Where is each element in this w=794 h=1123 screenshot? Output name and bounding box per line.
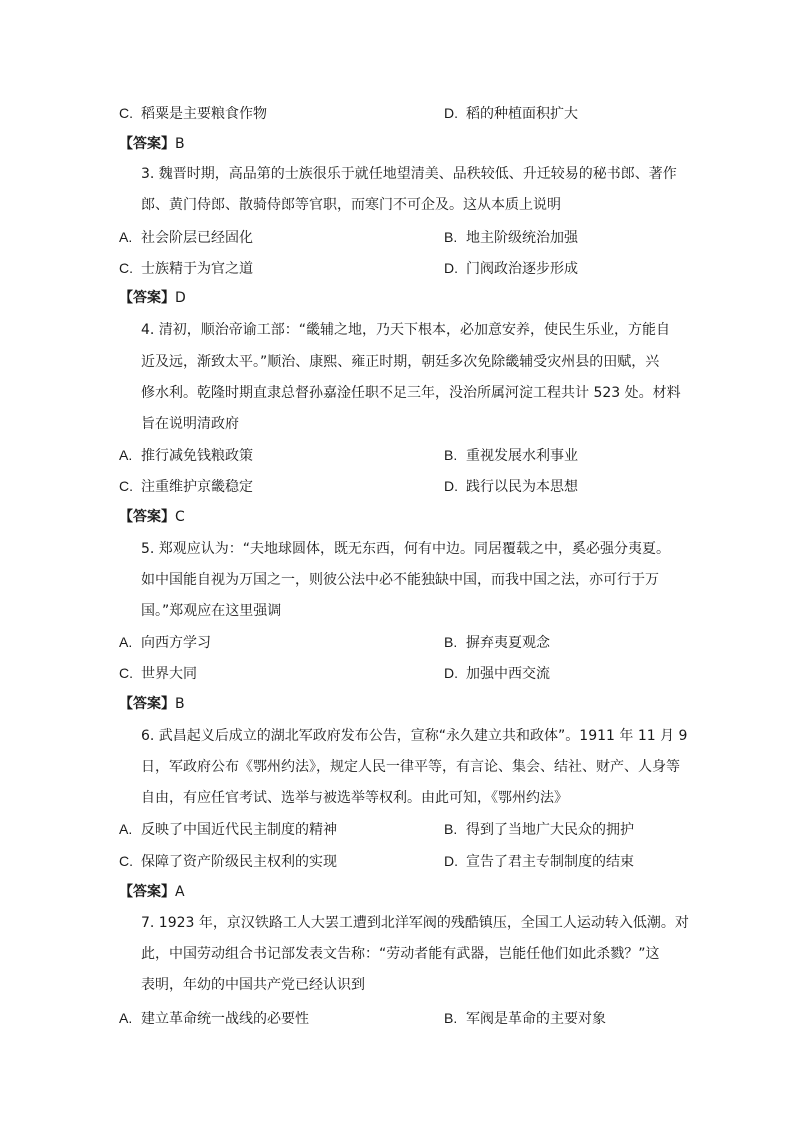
option-text: 建立革命统一战线的必要性	[141, 1011, 309, 1027]
option-text: 反映了中国近代民主制度的精神	[141, 822, 337, 838]
q3-option-d	[444, 258, 578, 279]
q4-stem-line-2: 近及远，渐致太平。”顺治、康熙、雍正时期，朝廷多次免除畿辅受灾州县的田赋，兴	[141, 354, 660, 370]
option-label: A.	[119, 1010, 133, 1026]
q2-option-d	[444, 103, 578, 124]
q6-option-b	[444, 819, 634, 840]
q5-answer	[119, 694, 185, 714]
option-label: D.	[444, 478, 458, 494]
option-text: 摒弃夷夏观念	[466, 635, 550, 651]
option-label: C.	[119, 853, 133, 869]
answer-value: D	[175, 290, 186, 306]
option-text: 重视发展水利事业	[466, 448, 578, 464]
option-label: D.	[444, 853, 458, 869]
q7-stem-line-1: 7. 1923 年，京汉铁路工人大罢工遭到北洋军阀的残酷镇压，全国工人运动转入低潮。对	[141, 915, 689, 931]
answer-value: B	[175, 136, 185, 152]
q4-option-c	[119, 476, 253, 497]
option-text: 保障了资产阶级民主权利的实现	[141, 854, 337, 870]
answer-prefix: 【答案】	[119, 509, 175, 525]
option-label: D.	[444, 105, 458, 121]
answer-prefix: 【答案】	[119, 290, 175, 306]
option-label: B.	[444, 447, 458, 463]
q5-option-d	[444, 663, 550, 684]
q4-stem-line-4: 旨在说明清政府	[141, 416, 239, 432]
q4-stem-line-1: 4. 清初，顺治帝谕工部：“畿辅之地，乃天下根本，必加意安养，使民生乐业，方能自	[141, 322, 671, 338]
option-label: A.	[119, 229, 133, 245]
option-label: C.	[119, 105, 133, 121]
q3-option-b	[444, 227, 578, 248]
option-text: 社会阶层已经固化	[141, 230, 253, 246]
q3-option-c	[119, 258, 253, 279]
option-text: 向西方学习	[141, 635, 211, 651]
q4-option-d	[444, 476, 578, 497]
q5-stem-line-1: 5. 郑观应认为：“夫地球圆体，既无东西，何有中边。同居覆载之中，奚必强分夷夏。	[141, 541, 671, 557]
q4-stem-line-3: 修水利。乾隆时期直隶总督孙嘉淦任职不足三年，没治所属河淀工程共计 523 处。材料	[141, 385, 681, 401]
option-label: D.	[444, 260, 458, 276]
option-text: 地主阶级统治加强	[466, 230, 578, 246]
q3-option-a	[119, 227, 253, 248]
option-label: C.	[119, 665, 133, 681]
option-text: 得到了当地广大民众的拥护	[466, 822, 634, 838]
q6-stem-line-1: 6. 武昌起义后成立的湖北军政府发布公告，宣称“永久建立共和政体”。1911 年 11 月 9	[141, 728, 688, 744]
q4-answer	[119, 507, 185, 527]
option-text: 稻的种植面积扩大	[466, 106, 578, 122]
option-text: 践行以民为本思想	[466, 479, 578, 495]
q6-stem-line-3: 自由，有应任官考试、选举与被选举等权利。由此可知，《鄂州约法》	[141, 790, 568, 806]
option-text: 军阀是革命的主要对象	[466, 1011, 606, 1027]
q6-option-a	[119, 819, 337, 840]
answer-value: A	[175, 884, 185, 900]
option-label: C.	[119, 478, 133, 494]
q5-option-b	[444, 632, 550, 653]
q5-option-a	[119, 632, 211, 653]
option-text: 门阀政治逐步形成	[466, 261, 578, 277]
option-label: C.	[119, 260, 133, 276]
option-label: A.	[119, 821, 133, 837]
option-text: 世界大同	[141, 666, 197, 682]
option-text: 稻粟是主要粮食作物	[141, 106, 267, 122]
q2-option-c	[119, 103, 267, 124]
q6-stem-line-2: 日，军政府公布《鄂州约法》，规定人民一律平等，有言论、集会、结社、财产、人身等	[141, 759, 680, 775]
q7-option-a	[119, 1008, 309, 1029]
option-text: 推行减免钱粮政策	[141, 448, 253, 464]
q3-answer	[119, 288, 186, 308]
q6-answer	[119, 882, 185, 902]
answer-prefix: 【答案】	[119, 696, 175, 712]
option-text: 士族精于为官之道	[141, 261, 253, 277]
q3-stem-line-2: 郎、黄门侍郎、散骑侍郎等官职，而寒门不可企及。这从本质上说明	[141, 197, 561, 213]
option-label: B.	[444, 821, 458, 837]
option-text: 注重维护京畿稳定	[141, 479, 253, 495]
q6-option-d	[444, 851, 634, 872]
option-text: 宣告了君主专制制度的结束	[466, 854, 634, 870]
q4-option-b	[444, 445, 578, 466]
q7-option-b	[444, 1008, 606, 1029]
answer-prefix: 【答案】	[119, 884, 175, 900]
q6-option-c	[119, 851, 337, 872]
q7-stem-line-3: 表明，年幼的中国共产党已经认识到	[141, 977, 365, 993]
option-label: B.	[444, 1010, 458, 1026]
option-text: 加强中西交流	[466, 666, 550, 682]
option-label: D.	[444, 665, 458, 681]
q5-stem-line-2: 如中国能自视为万国之一，则彼公法中必不能独缺中国，而我中国之法，亦可行于万	[141, 572, 659, 588]
answer-value: B	[175, 696, 185, 712]
q5-option-c	[119, 663, 197, 684]
option-label: A.	[119, 447, 133, 463]
answer-prefix: 【答案】	[119, 136, 175, 152]
q3-stem-line-1: 3. 魏晋时期，高品第的士族很乐于就任地望清美、品秩较低、升迁较易的秘书郎、著作	[141, 166, 677, 182]
q4-option-a	[119, 445, 253, 466]
q7-stem-line-2: 此，中国劳动组合书记部发表文告称：“劳动者能有武器，岂能任他们如此杀戮？”这	[141, 946, 660, 962]
q2-answer	[119, 134, 185, 154]
option-label: A.	[119, 634, 133, 650]
answer-value: C	[175, 509, 185, 525]
option-label: B.	[444, 229, 458, 245]
q5-stem-line-3: 国。”郑观应在这里强调	[141, 603, 282, 619]
option-label: B.	[444, 634, 458, 650]
